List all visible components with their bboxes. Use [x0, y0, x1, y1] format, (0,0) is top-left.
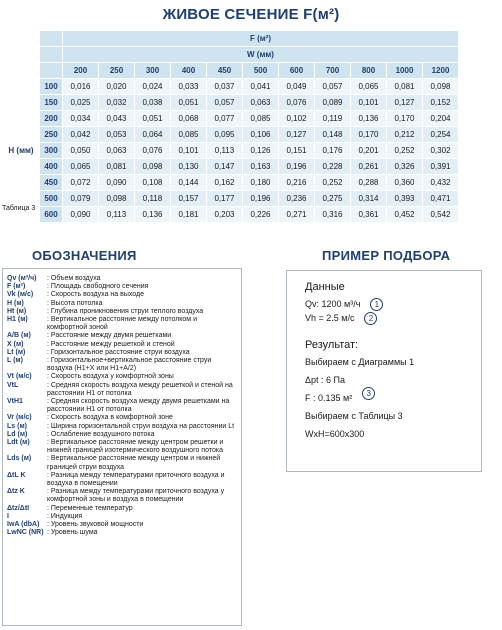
legend-description: : Переменные температур: [47, 504, 133, 512]
legend-description: : Расстояние между двумя решетками: [47, 332, 172, 340]
table-cell: 0,391: [423, 159, 459, 175]
legend-item: [7, 283, 237, 291]
table-row: [3, 127, 459, 143]
legend-item: [7, 382, 237, 398]
table-cell: 0,101: [351, 95, 387, 111]
table-cell: 0,118: [135, 191, 171, 207]
legend-item: [7, 439, 237, 455]
table-cell: 0,034: [63, 111, 99, 127]
example-box: [286, 270, 482, 472]
table-cell: 0,162: [207, 175, 243, 191]
table-cell: 0,037: [207, 79, 243, 95]
legend-description: : Индукция: [47, 512, 83, 520]
legend-item: [7, 398, 237, 414]
width-header-cell: 250: [99, 63, 135, 79]
legend-description: : Скорость воздуха у комфортной зоны: [47, 373, 174, 381]
table-cell: 0,038: [135, 95, 171, 111]
table-cell: 0,085: [243, 111, 279, 127]
legend-description: : Разница между температурами приточного воздуха и воздуха в помещении: [47, 471, 225, 488]
table-cell: 0,196: [243, 191, 279, 207]
legend-symbol: LwNC (NR): [7, 529, 44, 537]
legend-description: : Уровень шума: [47, 529, 98, 537]
table-cell: 0,360: [387, 175, 423, 191]
legend-description: : Вертикальное расстояние между центром решетки и нижней границей изотермического воздушного потока: [47, 439, 224, 455]
legend-description: : Расстояние между решеткой и стеной: [47, 340, 175, 348]
height-header-cell: 450: [40, 175, 63, 191]
step-2-marker: 2: [364, 312, 377, 325]
table-cell: 0,081: [99, 159, 135, 175]
table-cell: 0,147: [207, 159, 243, 175]
example-title: ПРИМЕР ПОДБОРА: [322, 248, 451, 263]
legend-symbol: Δtz/ΔtI: [7, 504, 30, 512]
table-cell: 0,064: [135, 127, 171, 143]
table-cell: 0,063: [243, 95, 279, 111]
step-1-marker: 1: [370, 298, 383, 311]
table-row: [3, 95, 459, 111]
example-choose-diagram: Выбираем с Диаграммы 1: [305, 357, 415, 367]
table-row: [3, 175, 459, 191]
legend-symbol: Vt (м/с): [7, 373, 32, 381]
legend-symbol: L (м): [7, 357, 23, 365]
table-cell: 0,057: [207, 95, 243, 111]
height-header-cell: 250: [40, 127, 63, 143]
table-cell: 0,065: [351, 79, 387, 95]
table-cell: 0,033: [171, 79, 207, 95]
table-cell: 0,326: [387, 159, 423, 175]
legend-title: ОБОЗНАЧЕНИЯ: [32, 248, 137, 263]
table-cell: 0,050: [63, 143, 99, 159]
example-vh-line: [305, 311, 481, 325]
table-cell: 0,113: [99, 207, 135, 223]
width-header-cell: 450: [207, 63, 243, 79]
table-cell: 0,157: [171, 191, 207, 207]
legend-description: : Ширина горизонтальной струи воздуха на расстоянии Lt: [47, 422, 235, 430]
table-cell: 0,108: [135, 175, 171, 191]
table-row: [3, 159, 459, 175]
table-cell: 0,113: [207, 143, 243, 159]
legend-item: [7, 316, 237, 332]
table-cell: 0,053: [99, 127, 135, 143]
table-cell: 0,452: [387, 207, 423, 223]
table-cell: 0,072: [63, 175, 99, 191]
table-cell: 0,077: [207, 111, 243, 127]
table-cell: 0,098: [99, 191, 135, 207]
table-row: [3, 191, 459, 207]
table-cell: 0,098: [135, 159, 171, 175]
page-title: ЖИВОЕ СЕЧЕНИЕ F(м²): [162, 6, 340, 23]
height-header-cell: 600: [40, 207, 63, 223]
table-cell: 0,212: [387, 127, 423, 143]
table-cell: 0,081: [387, 79, 423, 95]
f-header: F (м²): [63, 31, 459, 47]
legend-item: [7, 513, 237, 521]
table-cell: 0,204: [423, 111, 459, 127]
legend-description: : Разница между температурами приточного воздуха у комфортной зоны и воздуха в помещении: [47, 488, 225, 504]
table-cell: 0,042: [63, 127, 99, 143]
table-cell: 0,542: [423, 207, 459, 223]
legend-symbol: Ld (м): [7, 430, 28, 438]
table-cell: 0,254: [423, 127, 459, 143]
w-header: W (мм): [63, 47, 459, 63]
legend-symbol: IwA (dbA): [7, 521, 40, 529]
width-header-cell: 1000: [387, 63, 423, 79]
legend-item: [7, 357, 237, 373]
legend-symbol: Lt (м): [7, 348, 26, 356]
legend-symbol: VtH1: [7, 398, 23, 406]
table-row: [3, 111, 459, 127]
table-cell: 0,180: [243, 175, 279, 191]
legend-description: : Скорость воздуха в комфортной зоне: [47, 414, 173, 422]
legend-description: : Горизонтальное+вертикальное расстояние струи воздуха (H1+X или H1+A/2): [47, 357, 212, 373]
table-cell: 0,261: [351, 159, 387, 175]
table-cell: 0,057: [315, 79, 351, 95]
legend-item: [7, 308, 237, 316]
table-cell: 0,090: [63, 207, 99, 223]
table-cell: 0,098: [423, 79, 459, 95]
table-cell: 0,095: [207, 127, 243, 143]
legend-item: [7, 472, 237, 488]
table-cell: 0,106: [243, 127, 279, 143]
example-choose-table: Выбираем с Таблицы 3: [305, 411, 403, 421]
height-header-cell: 150: [40, 95, 63, 111]
legend-item: [7, 300, 237, 308]
table-cell: 0,020: [99, 79, 135, 95]
legend-item: [7, 373, 237, 381]
table-row: [3, 207, 459, 223]
table-cell: 0,016: [63, 79, 99, 95]
example-qv: Qv: 1200 м³/ч: [305, 299, 361, 309]
table-cell: 0,136: [351, 111, 387, 127]
table-cell: 0,043: [99, 111, 135, 127]
example-result-label: Результат:: [305, 339, 359, 351]
table-cell: 0,032: [99, 95, 135, 111]
table-cell: 0,196: [279, 159, 315, 175]
legend-symbol: Ht (м): [7, 307, 27, 315]
table-cell: 0,068: [171, 111, 207, 127]
table-cell: 0,051: [171, 95, 207, 111]
table-cell: 0,252: [387, 143, 423, 159]
legend-item: [7, 332, 237, 340]
table-cell: 0,089: [315, 95, 351, 111]
table-cell: 0,252: [315, 175, 351, 191]
table-row: [3, 143, 459, 159]
table-cell: 0,041: [243, 79, 279, 95]
legend-symbol: ΔtL K: [7, 471, 26, 479]
table-cell: 0,051: [135, 111, 171, 127]
legend-symbol: Ls (м): [7, 422, 27, 430]
table-cell: 0,085: [171, 127, 207, 143]
table-cell: 0,177: [207, 191, 243, 207]
table-cell: 0,127: [279, 127, 315, 143]
free-area-table: [2, 30, 459, 223]
table-cell: 0,065: [63, 159, 99, 175]
table-cell: 0,152: [423, 95, 459, 111]
legend-item: [7, 455, 237, 471]
legend-symbol: H (м): [7, 299, 24, 307]
example-f: F : 0.135 м²: [305, 393, 353, 403]
legend-symbol: F (м²): [7, 283, 26, 291]
table-cell: 0,314: [351, 191, 387, 207]
legend-symbol: Vr (м/с): [7, 414, 32, 422]
height-header-cell: 100: [40, 79, 63, 95]
legend-item: [7, 275, 237, 283]
width-header-cell: 1200: [423, 63, 459, 79]
table-cell: 0,101: [171, 143, 207, 159]
example-qv-line: [305, 297, 481, 311]
width-header-cell: 300: [135, 63, 171, 79]
legend-symbol: Vk (м/с): [7, 291, 34, 299]
table-cell: 0,090: [99, 175, 135, 191]
example-vh: Vh = 2.5 м/с: [305, 313, 355, 323]
legend-description: : Площадь свободного сечения: [47, 283, 149, 291]
table-cell: 0,127: [387, 95, 423, 111]
table-cell: 0,130: [171, 159, 207, 175]
legend-description: : Глубина проникновения струи теплого воздуха: [47, 307, 204, 315]
legend-description: : Средняя скорость воздуха между двумя решетками на расстоянии H1 от потолка: [47, 398, 230, 414]
width-header-cell: 800: [351, 63, 387, 79]
table-cell: 0,176: [315, 143, 351, 159]
table-cell: 0,119: [315, 111, 351, 127]
legend-description: : Вертикальное расстояние между потолком и комфортной зоной: [47, 316, 197, 332]
legend-item: [7, 414, 237, 422]
table-cell: 0,432: [423, 175, 459, 191]
height-header-cell: 300: [40, 143, 63, 159]
table-cell: 0,079: [63, 191, 99, 207]
table-cell: 0,316: [315, 207, 351, 223]
example-data-label: Данные: [305, 281, 345, 293]
table-cell: 0,471: [423, 191, 459, 207]
table-cell: 0,076: [279, 95, 315, 111]
table-cell: 0,049: [279, 79, 315, 95]
width-header-cell: 600: [279, 63, 315, 79]
width-header-cell: 200: [63, 63, 99, 79]
table-cell: 0,216: [279, 175, 315, 191]
table-cell: 0,170: [387, 111, 423, 127]
height-header-cell: 500: [40, 191, 63, 207]
table-cell: 0,393: [387, 191, 423, 207]
table-cell: 0,025: [63, 95, 99, 111]
legend-box: [2, 268, 242, 626]
table-cell: 0,288: [351, 175, 387, 191]
table-cell: 0,148: [315, 127, 351, 143]
table-cell: 0,136: [135, 207, 171, 223]
width-header-cell: 500: [243, 63, 279, 79]
legend-item: [7, 349, 237, 357]
table-cell: 0,203: [207, 207, 243, 223]
table-cell: 0,170: [351, 127, 387, 143]
legend-item: [7, 488, 237, 504]
table-cell: 0,102: [279, 111, 315, 127]
legend-description: : Ослабление воздушного потока: [47, 430, 155, 438]
table-cell: 0,201: [351, 143, 387, 159]
table-cell: 0,236: [279, 191, 315, 207]
legend-symbol: H1 (м): [7, 316, 28, 324]
legend-item: [7, 521, 237, 529]
legend-item: [7, 291, 237, 299]
table-cell: 0,228: [315, 159, 351, 175]
legend-symbol: Δtz K: [7, 488, 25, 496]
table-cell: 0,063: [99, 143, 135, 159]
legend-item: [7, 431, 237, 439]
legend-description: : Средняя скорость воздуха между решеткой и стеной на расстоянии H1 от потолка: [47, 381, 233, 397]
example-dpt: Δpt : 6 Па: [305, 375, 345, 385]
legend-symbol: I: [7, 512, 9, 520]
table-cell: 0,144: [171, 175, 207, 191]
table-cell: 0,163: [243, 159, 279, 175]
table-cell: 0,275: [315, 191, 351, 207]
legend-description: : Объем воздуха: [47, 275, 101, 282]
table-cell: 0,126: [243, 143, 279, 159]
table-cell: 0,361: [351, 207, 387, 223]
table-row: [3, 79, 459, 95]
legend-description: : Вертикальное расстояние между центром и нижней границей струи воздуха: [47, 455, 221, 471]
h-header: H (мм): [3, 143, 40, 159]
legend-description: : Горизонтальное расстояние струи воздуха: [47, 348, 190, 356]
legend-symbol: Ldt (м): [7, 439, 30, 447]
table-cell: 0,226: [243, 207, 279, 223]
height-header-cell: 200: [40, 111, 63, 127]
table-cell: 0,271: [279, 207, 315, 223]
table-cell: 0,151: [279, 143, 315, 159]
legend-description: : Высота потолка: [47, 299, 103, 307]
example-wxh: WxH=600x300: [305, 429, 365, 439]
table-caption: Таблица 3: [2, 205, 36, 212]
legend-symbol: Qv (м³/ч): [7, 275, 37, 282]
example-f-line: [305, 388, 481, 405]
legend-description: : Уровень звуковой мощности: [47, 521, 144, 529]
legend-symbol: VtL: [7, 381, 19, 389]
step-3-marker: 3: [362, 387, 375, 400]
table-cell: 0,302: [423, 143, 459, 159]
width-header-cell: 400: [171, 63, 207, 79]
legend-symbol: A/B (м): [7, 332, 31, 340]
table-cell: 0,024: [135, 79, 171, 95]
width-header-cell: 700: [315, 63, 351, 79]
legend-item: [7, 505, 237, 513]
height-header-cell: 400: [40, 159, 63, 175]
legend-symbol: Lds (м): [7, 455, 32, 463]
table-cell: 0,076: [135, 143, 171, 159]
legend-symbol: X (м): [7, 340, 24, 348]
legend-item: [7, 341, 237, 349]
legend-item: [7, 529, 237, 537]
table-cell: 0,181: [171, 207, 207, 223]
legend-item: [7, 423, 237, 431]
legend-description: : Скорость воздуха на выходе: [47, 291, 145, 299]
